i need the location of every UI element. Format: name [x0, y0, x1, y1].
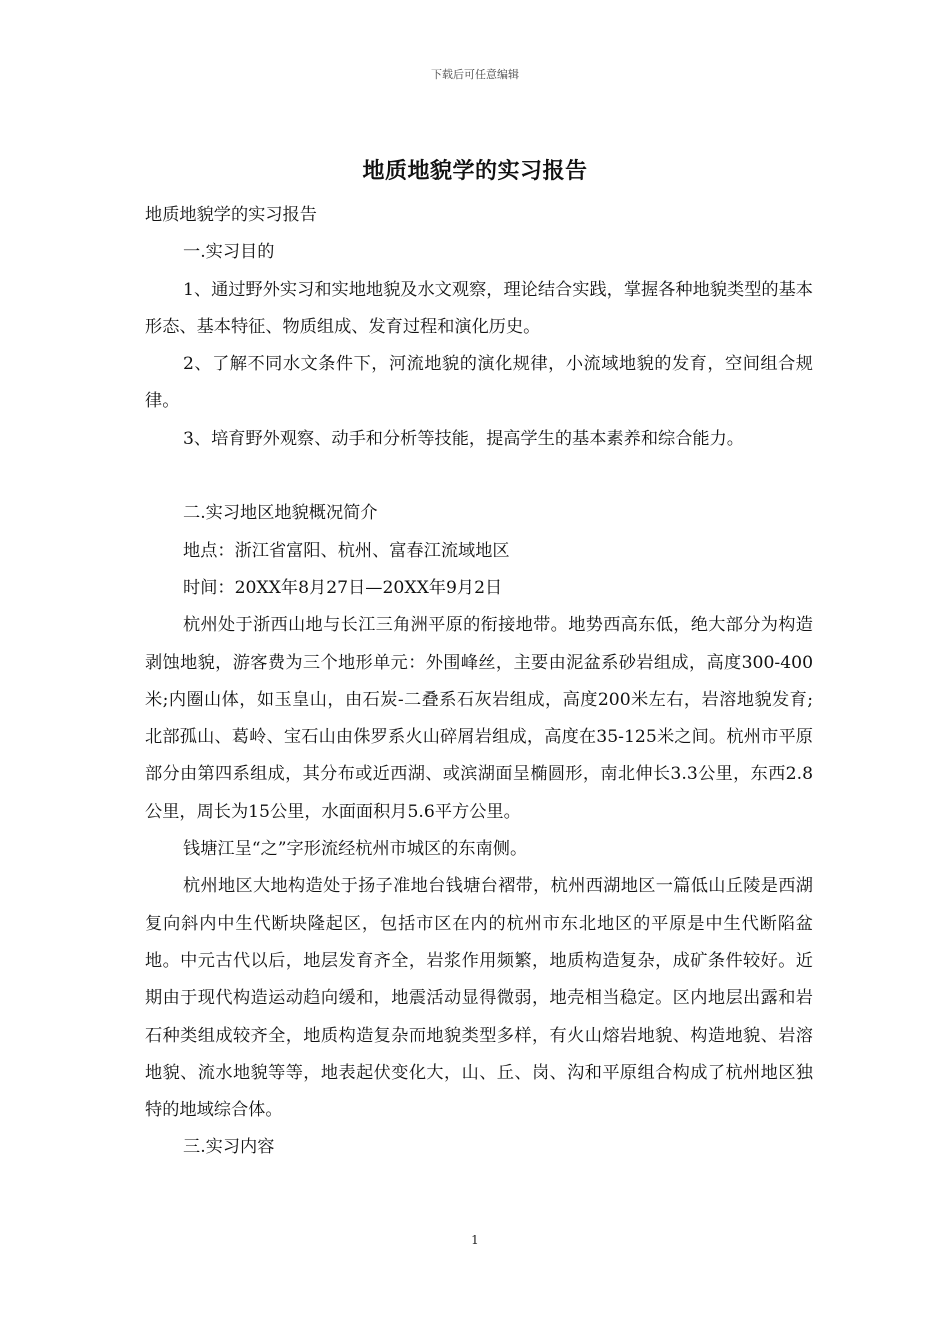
section-1-heading: 一.实习目的	[183, 242, 275, 263]
section-1-paragraph-3: 3、培育野外观察、动手和分析等技能，提高学生的基本素养和综合能力。	[183, 428, 744, 449]
document-body	[145, 197, 813, 1167]
section-1-paragraph-1: 1、通过野外实习和实地地貌及水文观察，理论结合实践，掌握各种地貌类型的基本形态、基本特征、物质组成、发育过程和演化历史。	[145, 279, 813, 337]
blank-line	[145, 458, 813, 495]
page-number: 1	[471, 1233, 479, 1247]
page-header-note: 下载后可任意编辑	[431, 68, 519, 81]
document-subtitle: 地质地貌学的实习报告	[145, 205, 317, 225]
section-1-paragraph-2: 2、了解不同水文条件下，河流地貌的演化规律，小流域地貌的发育，空间组合规律。	[145, 354, 813, 412]
section-2-paragraph-3: 杭州地区大地构造处于扬子准地台钱塘台褶带，杭州西湖地区一篇低山丘陵是西湖复向斜内中生代断块隆起区，包括市区在内的杭州市东北地区的平原是中生代断陷盆地。中元古代以后，地层发育齐全，岩浆作用频繁，地质构造复杂，成矿条件较好。近期由于现代构造运动趋向缓和，地震活动显得微弱，地壳相当稳定。区内地层出露和岩石种类组成较齐全，地质构造复杂而地貌类型多样，有火山熔岩地貌、构造地貌、岩溶地貌、流水地貌等等，地表起伏变化大，山、丘、岗、沟和平原组合构成了杭州地区独特的地域综合体。	[145, 876, 813, 1121]
section-2-heading: 二.实习地区地貌概况简介	[183, 503, 378, 524]
section-2-paragraph-1: 杭州处于浙西山地与长江三角洲平原的衔接地带。地势西高东低，绝大部分为构造剥蚀地貌，游客费为三个地形单元：外围峰丝，主要由泥盆系砂岩组成，高度300-400米;内圈山体，如玉皇山，由石炭-二叠系石灰岩组成，高度200米左右，岩溶地貌发育;北部孤山、葛岭、宝石山由侏罗系火山碎屑岩组成，高度在35-125米之间。杭州市平原部分由第四系组成，其分布或近西湖、或滨湖面呈椭圆形，南北伸长3.3公里，东西2.8公里，周长为15公里，水面面积月5.6平方公里。	[145, 615, 813, 822]
section-2-time: 时间：20XX年8月27日—20XX年9月2日	[183, 577, 503, 598]
section-2-paragraph-2: 钱塘江呈“之”字形流经杭州市城区的东南侧。	[183, 839, 528, 860]
section-2-location: 地点：浙江省富阳、杭州、富春江流域地区	[183, 540, 510, 561]
section-3-heading: 三.实习内容	[183, 1137, 275, 1158]
document-title: 地质地貌学的实习报告	[362, 158, 588, 184]
